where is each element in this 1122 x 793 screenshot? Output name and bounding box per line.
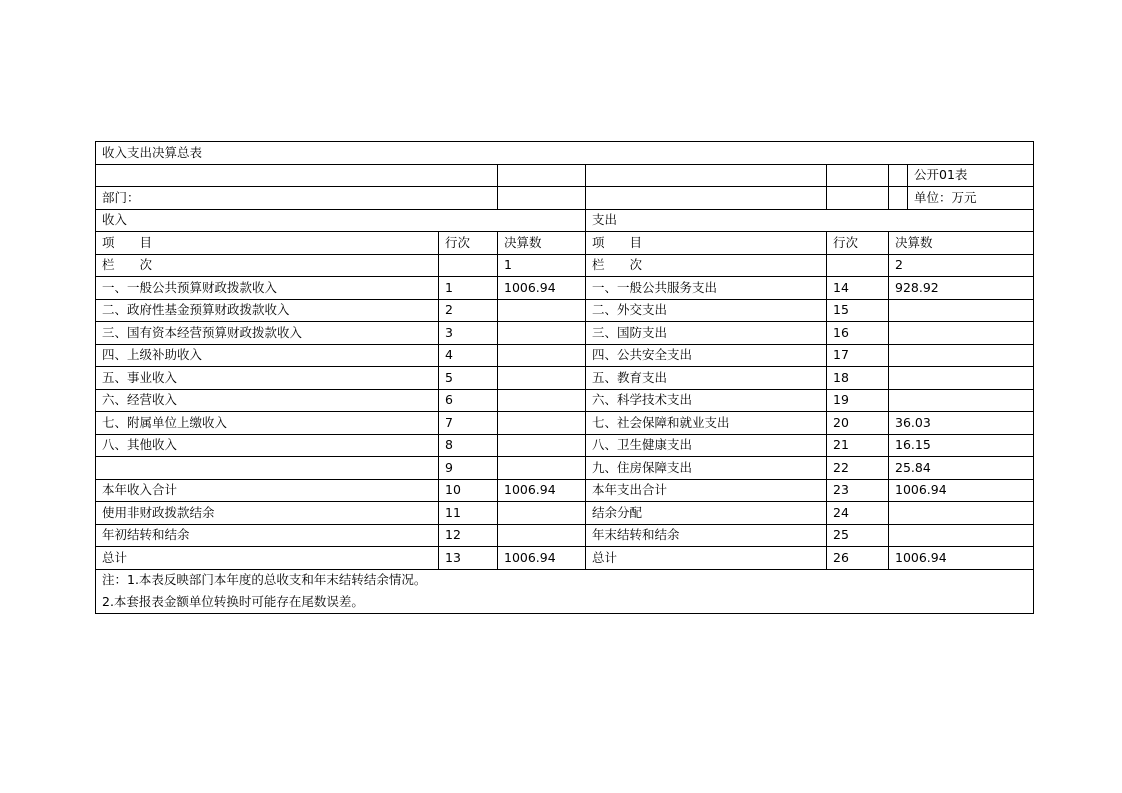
income-line-number: 13 (439, 547, 498, 570)
income-line-number: 5 (439, 367, 498, 390)
expense-line-number: 17 (827, 344, 889, 367)
income-amount (498, 389, 586, 412)
expense-item-header: 项 目 (586, 232, 827, 255)
blank-cell (586, 187, 827, 210)
expense-item: 六、科学技术支出 (586, 389, 827, 412)
income-line-number: 3 (439, 322, 498, 345)
expense-lanci-number: 2 (889, 254, 1034, 277)
blank-cell (586, 164, 827, 187)
expense-line-number: 18 (827, 367, 889, 390)
table-note: 注：1.本表反映部门本年度的总收支和年末结转结余情况。 (96, 569, 1034, 591)
expense-amount: 36.03 (889, 412, 1034, 435)
expense-item: 九、住房保障支出 (586, 457, 827, 480)
table-row (96, 434, 1034, 457)
income-line-number: 6 (439, 389, 498, 412)
blank-cell (498, 187, 586, 210)
income-amount (498, 412, 586, 435)
income-amount (498, 457, 586, 480)
unit-label: 单位：万元 (908, 187, 1034, 210)
blank-cell (498, 164, 586, 187)
income-item: 二、政府性基金预算财政拨款收入 (96, 299, 439, 322)
income-amount (498, 322, 586, 345)
title-row (96, 142, 1034, 165)
expense-amount (889, 524, 1034, 547)
income-amount (498, 344, 586, 367)
expense-amount: 1006.94 (889, 479, 1034, 502)
income-item (96, 457, 439, 480)
income-line-header: 行次 (439, 232, 498, 255)
table-row (96, 547, 1034, 570)
expense-line-number: 15 (827, 299, 889, 322)
blank-cell (827, 254, 889, 277)
income-item: 三、国有资本经营预算财政拨款收入 (96, 322, 439, 345)
income-amount-header: 决算数 (498, 232, 586, 255)
income-lanci-label: 栏 次 (96, 254, 439, 277)
blank-cell (889, 187, 908, 210)
income-line-number: 9 (439, 457, 498, 480)
expense-item: 四、公共安全支出 (586, 344, 827, 367)
expense-amount: 16.15 (889, 434, 1034, 457)
income-item: 总计 (96, 547, 439, 570)
expense-amount (889, 322, 1034, 345)
expense-lanci-label: 栏 次 (586, 254, 827, 277)
expense-item: 三、国防支出 (586, 322, 827, 345)
income-line-number: 1 (439, 277, 498, 300)
expense-amount (889, 389, 1034, 412)
expense-item: 八、卫生健康支出 (586, 434, 827, 457)
expense-amount-header: 决算数 (889, 232, 1034, 255)
income-item: 使用非财政拨款结余 (96, 502, 439, 525)
income-item: 本年收入合计 (96, 479, 439, 502)
expense-line-number: 14 (827, 277, 889, 300)
notes-row (96, 591, 1034, 613)
blank-cell (827, 164, 889, 187)
expense-line-number: 26 (827, 547, 889, 570)
table-row (96, 344, 1034, 367)
notes-row (96, 569, 1034, 591)
lanci-row (96, 254, 1034, 277)
table-note: 2.本套报表金额单位转换时可能存在尾数误差。 (96, 591, 1034, 613)
income-header: 收入 (96, 209, 586, 232)
income-item: 一、一般公共预算财政拨款收入 (96, 277, 439, 300)
expense-line-number: 25 (827, 524, 889, 547)
expense-amount (889, 344, 1034, 367)
income-line-number: 4 (439, 344, 498, 367)
income-amount (498, 434, 586, 457)
expense-item: 五、教育支出 (586, 367, 827, 390)
blank-cell (439, 254, 498, 277)
income-line-number: 8 (439, 434, 498, 457)
expense-line-number: 23 (827, 479, 889, 502)
table-row (96, 502, 1034, 525)
expense-line-number: 24 (827, 502, 889, 525)
table-row (96, 457, 1034, 480)
table-row (96, 412, 1034, 435)
income-item: 年初结转和结余 (96, 524, 439, 547)
expense-line-number: 19 (827, 389, 889, 412)
table-row (96, 389, 1034, 412)
expense-amount (889, 299, 1034, 322)
column-header-row (96, 232, 1034, 255)
income-amount: 1006.94 (498, 479, 586, 502)
income-line-number: 12 (439, 524, 498, 547)
expense-amount (889, 502, 1034, 525)
income-amount: 1006.94 (498, 547, 586, 570)
expense-amount (889, 367, 1034, 390)
form-code: 公开01表 (908, 164, 1034, 187)
income-line-number: 10 (439, 479, 498, 502)
section-header-row (96, 209, 1034, 232)
form-code-row (96, 164, 1034, 187)
income-amount (498, 299, 586, 322)
expense-line-number: 21 (827, 434, 889, 457)
expense-amount: 928.92 (889, 277, 1034, 300)
income-item: 四、上级补助收入 (96, 344, 439, 367)
blank-cell (889, 164, 908, 187)
expense-item: 二、外交支出 (586, 299, 827, 322)
expense-header: 支出 (586, 209, 1034, 232)
income-item: 六、经营收入 (96, 389, 439, 412)
income-amount (498, 502, 586, 525)
income-amount (498, 524, 586, 547)
income-item: 七、附属单位上缴收入 (96, 412, 439, 435)
income-item: 五、事业收入 (96, 367, 439, 390)
department-label: 部门： (96, 187, 498, 210)
income-expenditure-summary-table (95, 141, 1034, 614)
expense-line-header: 行次 (827, 232, 889, 255)
income-lanci-number: 1 (498, 254, 586, 277)
expense-line-number: 16 (827, 322, 889, 345)
expense-item: 年末结转和结余 (586, 524, 827, 547)
income-item-header: 项 目 (96, 232, 439, 255)
expense-amount: 25.84 (889, 457, 1034, 480)
table-row (96, 299, 1034, 322)
expense-item: 本年支出合计 (586, 479, 827, 502)
table-row (96, 367, 1034, 390)
blank-cell (96, 164, 498, 187)
department-row (96, 187, 1034, 210)
expense-line-number: 20 (827, 412, 889, 435)
blank-cell (827, 187, 889, 210)
expense-line-number: 22 (827, 457, 889, 480)
table-title: 收入支出决算总表 (96, 142, 1034, 165)
expense-item: 七、社会保障和就业支出 (586, 412, 827, 435)
table-row (96, 479, 1034, 502)
expense-item: 结余分配 (586, 502, 827, 525)
expense-item: 一、一般公共服务支出 (586, 277, 827, 300)
income-line-number: 7 (439, 412, 498, 435)
income-line-number: 11 (439, 502, 498, 525)
income-line-number: 2 (439, 299, 498, 322)
income-amount (498, 367, 586, 390)
income-item: 八、其他收入 (96, 434, 439, 457)
table-row (96, 524, 1034, 547)
table-row (96, 322, 1034, 345)
expense-item: 总计 (586, 547, 827, 570)
table-row (96, 277, 1034, 300)
income-amount: 1006.94 (498, 277, 586, 300)
expense-amount: 1006.94 (889, 547, 1034, 570)
